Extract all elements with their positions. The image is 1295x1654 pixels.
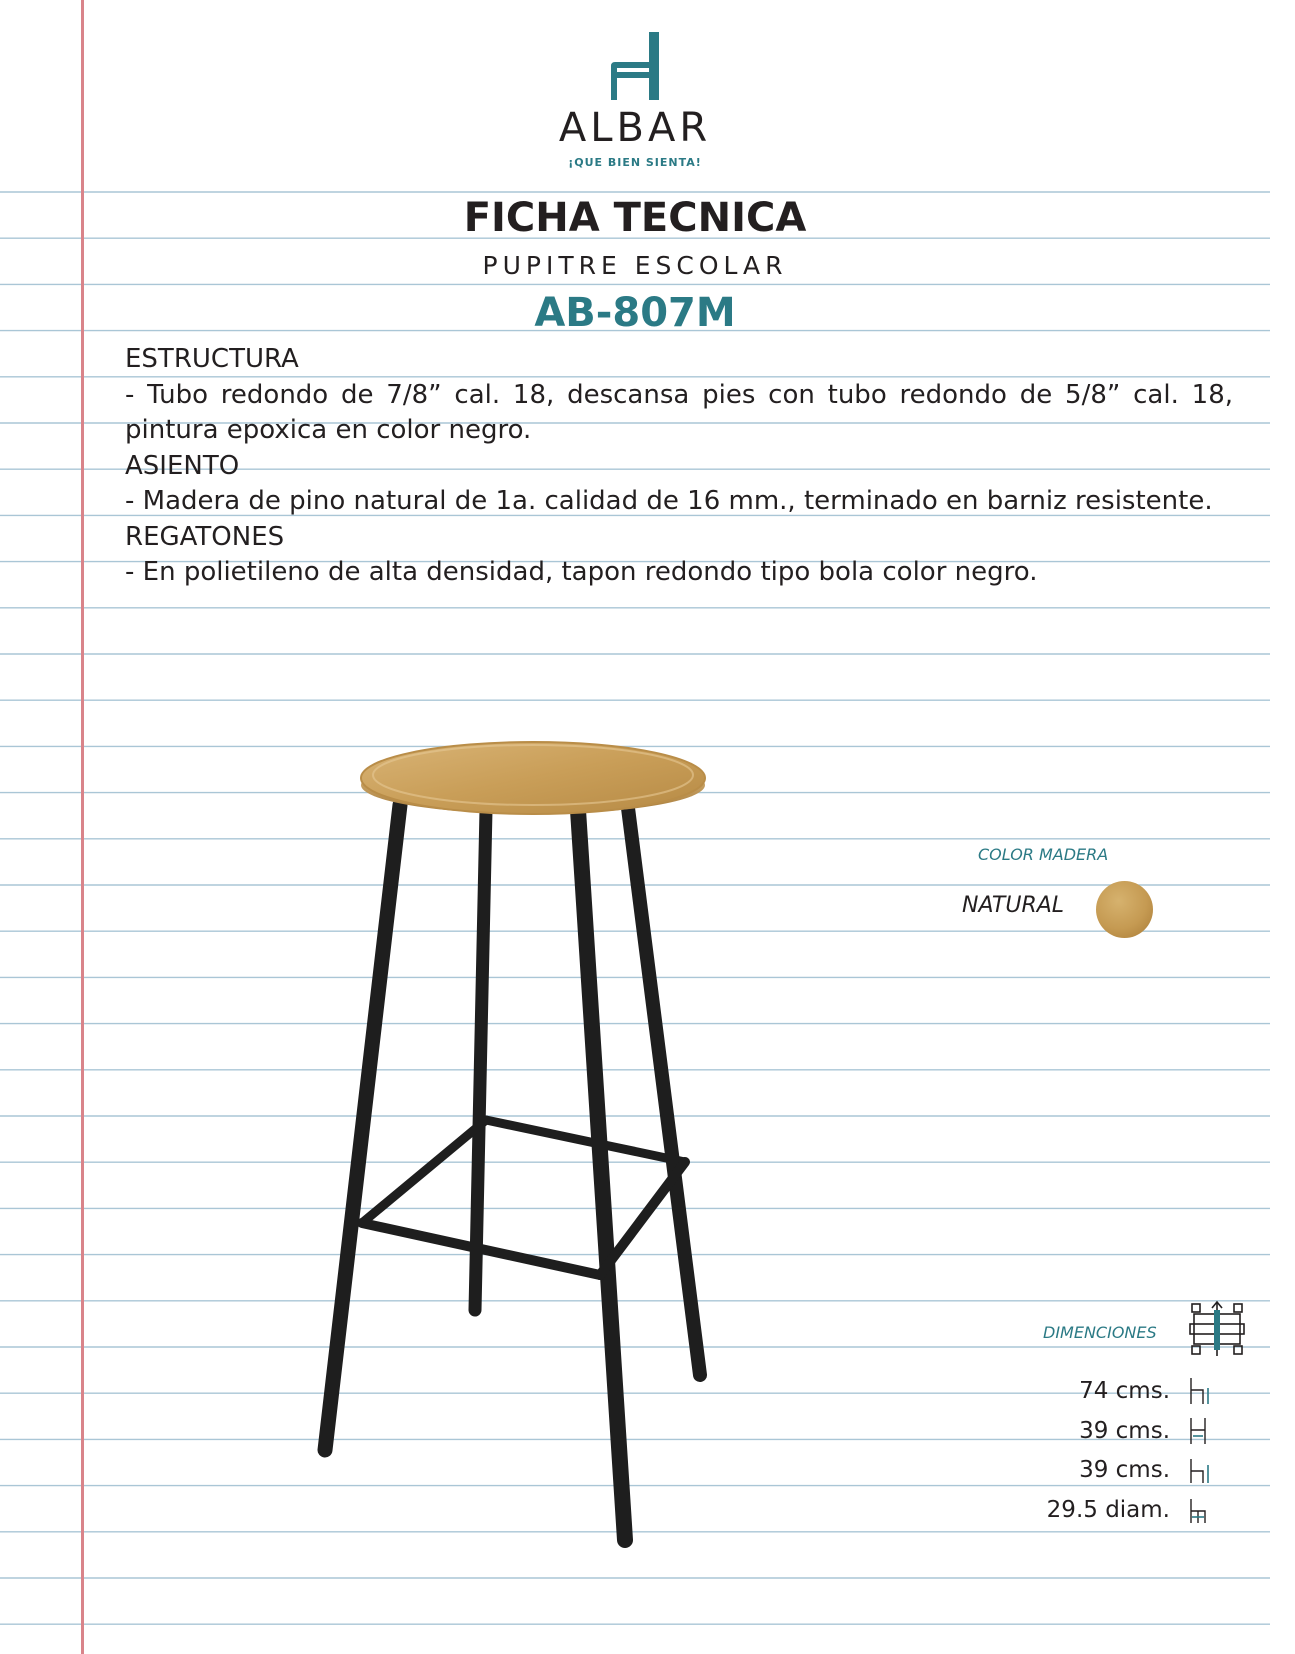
seat-diameter-icon (1188, 1495, 1216, 1525)
chair-logo-icon (607, 30, 663, 102)
specifications (125, 342, 1233, 591)
spec-text-regatones: - En polietileno de alta densidad, tapon redondo tipo bola color negro. (125, 557, 1038, 587)
dimension-value: 29.5 diam. (1046, 1497, 1170, 1523)
brand-tagline: ¡QUE BIEN SIENTA! (568, 156, 702, 169)
height-icon (1188, 1376, 1216, 1406)
spec-heading-estructura: ESTRUCTURA (125, 344, 299, 374)
spec-heading-regatones: REGATONES (125, 521, 285, 552)
spec-heading-asiento: ASIENTO (125, 450, 240, 481)
dimension-value: 74 cms. (1079, 1378, 1170, 1404)
margin-line (81, 0, 84, 1654)
dimensions-label: DIMENCIONES (1043, 1323, 1157, 1342)
spec-text-asiento: - Madera de pino natural de 1a. calidad de 16 mm., terminado en barniz resistente. (125, 486, 1213, 516)
dimension-value: 39 cms. (1079, 1418, 1170, 1444)
bar-stool-illustration (300, 730, 720, 1560)
brand-name: ALBAR (558, 105, 712, 151)
width-icon (1188, 1416, 1216, 1446)
spec-text-estructura: - Tubo redondo de 7/8” cal. 18, descansa pies con tubo redondo de 5/8” cal. 18, pintura epoxica en color negro. (125, 379, 1233, 445)
model-number: AB-807M (534, 290, 736, 336)
color-swatch-natural (1096, 881, 1153, 938)
document-subtitle: PUPITRE ESCOLAR (482, 251, 788, 280)
color-option-name: NATURAL (962, 893, 1065, 918)
albar-logo (555, 30, 715, 169)
document-title: FICHA TECNICA (463, 195, 807, 241)
depth-icon (1188, 1455, 1216, 1485)
dimension-value: 39 cms. (1079, 1457, 1170, 1483)
dimensions-icon (1188, 1300, 1246, 1358)
color-section-label: COLOR MADERA (978, 845, 1109, 864)
